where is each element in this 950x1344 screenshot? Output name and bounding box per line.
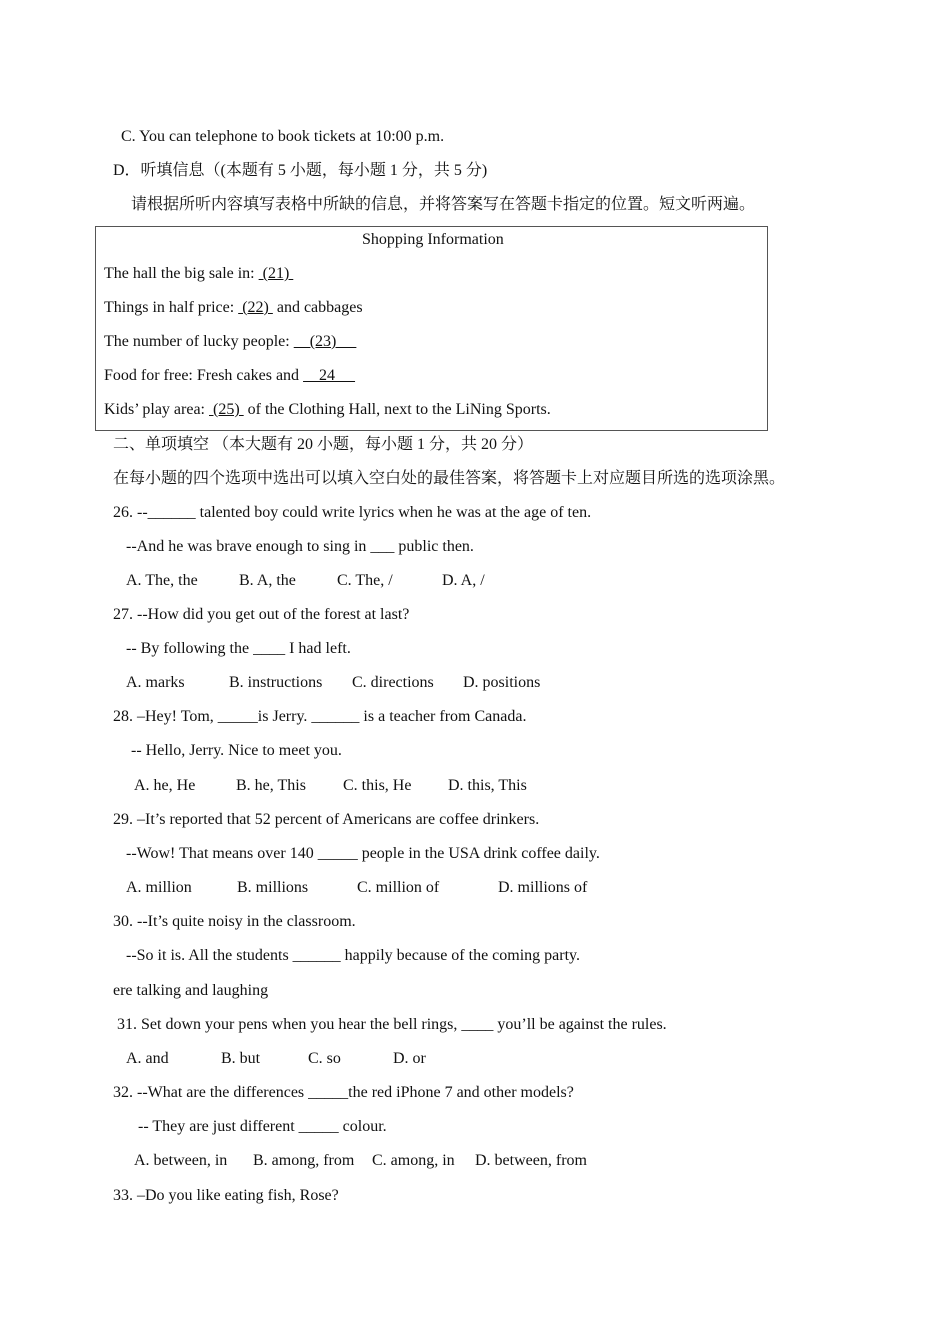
table-row: [104, 332, 356, 352]
question-32: 32. --What are the differences _____the red iPhone 7 and other models?: [113, 1084, 574, 1101]
option-a: A. The, the: [126, 572, 198, 589]
option-c: C. this, He: [343, 777, 412, 794]
section-2-instruction: 在每小题的四个选项中选出可以填入空白处的最佳答案，将答题卡上对应题目所选的选项涂黑。: [113, 470, 786, 487]
question-26: 26. --______ talented boy could write lyrics when he was at the age of ten.: [113, 504, 592, 521]
table-row: [104, 298, 363, 318]
option-d: D. A, /: [442, 572, 485, 589]
option-b: B. but: [221, 1050, 261, 1067]
row-after: of the Clothing Hall, next to the LiNing Sports.: [243, 401, 551, 418]
option-b: B. he, This: [236, 777, 306, 794]
row-label: Kids’ play area:: [104, 401, 209, 418]
response-32: -- They are just different _____ colour.: [138, 1118, 387, 1135]
row-label: The hall the big sale in:: [104, 265, 259, 282]
option-a: A. million: [126, 879, 192, 896]
listening-option-c: C. You can telephone to book tickets at 10:00 p.m.: [121, 128, 445, 145]
option-a: A. he, He: [134, 777, 196, 794]
row-label: Food for free: Fresh cakes and: [104, 367, 304, 384]
section-2-title: 二、单项填空 （本大题有 20 小题，每小题 1 分，共 20 分）: [113, 436, 534, 453]
answer-blank: (23): [293, 333, 357, 350]
response-26: --And he was brave enough to sing in ___ public then.: [126, 538, 474, 555]
table-row: [104, 264, 293, 284]
option-a: A. marks: [126, 674, 185, 691]
option-c: C. so: [308, 1050, 341, 1067]
question-28: 28. –Hey! Tom, _____is Jerry. ______ is a teacher from Canada.: [113, 708, 527, 725]
option-d: D. millions of: [498, 879, 588, 896]
option-c: C. million of: [357, 879, 440, 896]
row-label: The number of lucky people:: [104, 333, 294, 350]
option-d: D. positions: [463, 674, 541, 691]
response-29: --Wow! That means over 140 _____ people in the USA drink coffee daily.: [126, 845, 600, 862]
response-30: --So it is. All the students ______ happily because of the coming party.: [126, 947, 580, 964]
option-c: C. among, in: [372, 1152, 455, 1169]
option-b: B. A, the: [239, 572, 296, 589]
question-27: 27. --How did you get out of the forest at last?: [113, 606, 410, 623]
option-d: D. this, This: [448, 777, 527, 794]
question-31: 31. Set down your pens when you hear the bell rings, ____ you’ll be against the rules.: [117, 1016, 667, 1033]
question-30: 30. --It’s quite noisy in the classroom.: [113, 913, 356, 930]
option-b: B. millions: [237, 879, 309, 896]
option-a: A. and: [126, 1050, 169, 1067]
answer-blank: (25): [209, 401, 244, 418]
response-27: -- By following the ____ I had left.: [126, 640, 351, 657]
option-d: D. between, from: [475, 1152, 587, 1169]
option-b: B. among, from: [253, 1152, 355, 1169]
table-row: [104, 366, 355, 386]
option-c: C. directions: [352, 674, 434, 691]
section-d-instruction: 请根据所听内容填写表格中所缺的信息，并将答案写在答题卡指定的位置。短文听两遍。: [131, 196, 756, 213]
question-33: 33. –Do you like eating fish, Rose?: [113, 1187, 339, 1204]
option-a: A. between, in: [134, 1152, 228, 1169]
response-28: -- Hello, Jerry. Nice to meet you.: [131, 742, 342, 759]
section-d-title: D．听填信息（(本题有 5 小题，每小题 1 分，共 5 分): [113, 162, 488, 179]
row-label: Things in half price:: [104, 299, 239, 316]
option-b: B. instructions: [229, 674, 323, 691]
option-c: C. The, /: [337, 572, 393, 589]
answer-blank: (21): [258, 265, 294, 282]
table-row: [104, 400, 551, 420]
question-29: 29. –It’s reported that 52 percent of Americans are coffee drinkers.: [113, 811, 540, 828]
stray-text-30: ere talking and laughing: [113, 982, 269, 999]
row-after: and cabbages: [272, 299, 363, 316]
shopping-info-title: Shopping Information: [362, 231, 504, 248]
answer-blank: (22): [238, 299, 273, 316]
option-d: D. or: [393, 1050, 426, 1067]
answer-blank: 24: [303, 367, 356, 384]
